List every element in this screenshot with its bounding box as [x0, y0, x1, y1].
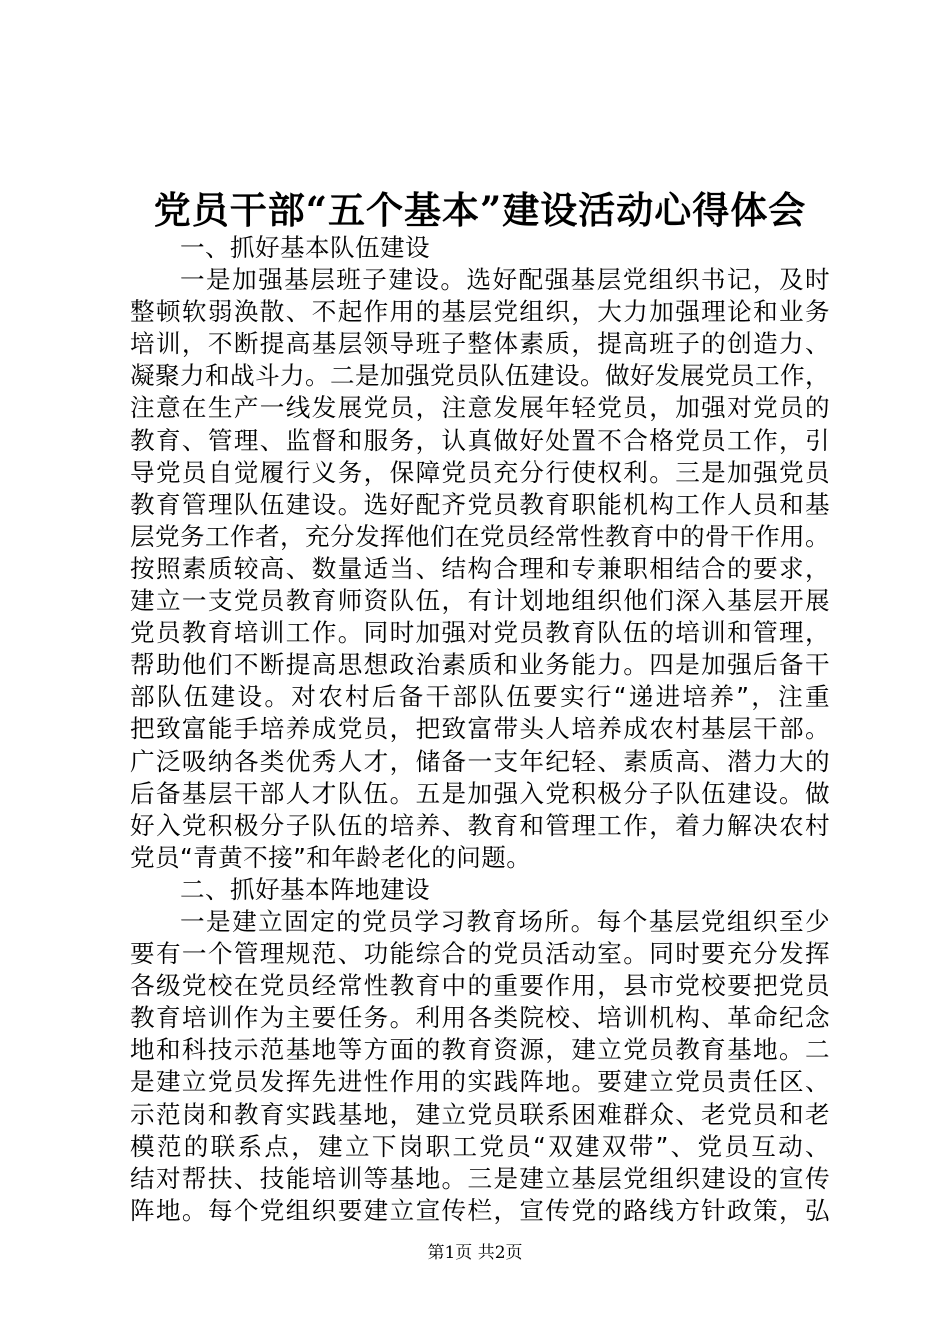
paragraph-line: 模范的联系点，建立下岗职工党员“双建双带”、党员互动、 [130, 1131, 830, 1161]
paragraph-line: 广泛吸纳各类优秀人才，储备一支年纪轻、素质高、潜力大的 [130, 746, 830, 776]
paragraph-line: 按照素质较高、数量适当、结构合理和专兼职相结合的要求， [130, 553, 830, 583]
paragraph-line: 党员“青黄不接”和年龄老化的问题。 [130, 842, 532, 872]
paragraph-line: 各级党校在党员经常性教育中的重要作用，县市党校要把党员 [130, 971, 830, 1001]
paragraph-line: 注意在生产一线发展党员，注意发展年轻党员，加强对党员的 [130, 393, 830, 423]
paragraph-line: 后备基层干部人才队伍。五是加强入党积极分子队伍建设。做 [130, 778, 830, 808]
paragraph-line: 整顿软弱涣散、不起作用的基层党组织，大力加强理论和业务 [130, 297, 830, 327]
paragraph-line: 帮助他们不断提高思想政治素质和业务能力。四是加强后备干 [130, 650, 830, 680]
section-heading-1: 一、抓好基本队伍建设 [180, 233, 430, 262]
paragraph-line: 把致富能手培养成党员，把致富带头人培养成农村基层干部。 [130, 714, 830, 744]
paragraph-line: 要有一个管理规范、功能综合的党员活动室。同时要充分发挥 [130, 939, 830, 969]
section-heading-2: 二、抓好基本阵地建设 [180, 874, 430, 904]
paragraph-line: 是建立党员发挥先进性作用的实践阵地。要建立党员责任区、 [130, 1067, 830, 1097]
paragraph-line: 培训，不断提高基层领导班子整体素质，提高班子的创造力、 [130, 329, 830, 359]
paragraph-line: 凝聚力和战斗力。二是加强党员队伍建设。做好发展党员工作， [130, 361, 830, 391]
paragraph-line: 结对帮扶、技能培训等基地。三是建立基层党组织建设的宣传 [130, 1163, 830, 1193]
paragraph-line: 地和科技示范基地等方面的教育资源，建立党员教育基地。二 [130, 1035, 830, 1065]
page-footer: 第1页 共2页 [427, 1243, 523, 1263]
paragraph-line: 一是加强基层班子建设。选好配强基层党组织书记，及时 [180, 265, 830, 295]
paragraph-line: 一是建立固定的党员学习教育场所。每个基层党组织至少 [180, 906, 830, 936]
paragraph-line: 教育培训作为主要任务。利用各类院校、培训机构、革命纪念 [130, 1003, 830, 1033]
paragraph-line: 示范岗和教育实践基地，建立党员联系困难群众、老党员和老 [130, 1099, 830, 1129]
paragraph-line: 教育、管理、监督和服务，认真做好处置不合格党员工作，引 [130, 425, 830, 455]
paragraph-line: 好入党积极分子队伍的培养、教育和管理工作，着力解决农村 [130, 810, 830, 840]
paragraph-line: 建立一支党员教育师资队伍，有计划地组织他们深入基层开展 [130, 586, 830, 616]
paragraph-line: 教育管理队伍建设。选好配齐党员教育职能机构工作人员和基 [130, 489, 830, 519]
paragraph-line: 党员教育培训工作。同时加强对党员教育队伍的培训和管理， [130, 618, 830, 648]
paragraph-line: 导党员自觉履行义务，保障党员充分行使权利。三是加强党员 [130, 457, 830, 487]
document-body [130, 232, 830, 1227]
paragraph-line: 部队伍建设。对农村后备干部队伍要实行“递进培养”，注重 [130, 682, 830, 712]
paragraph-line: 层党务工作者，充分发挥他们在党员经常性教育中的骨干作用。 [130, 521, 830, 551]
document-title: 党员干部“五个基本”建设活动心得体会 [153, 188, 807, 232]
paragraph-line: 阵地。每个党组织要建立宣传栏，宣传党的路线方针政策，弘 [130, 1195, 830, 1225]
